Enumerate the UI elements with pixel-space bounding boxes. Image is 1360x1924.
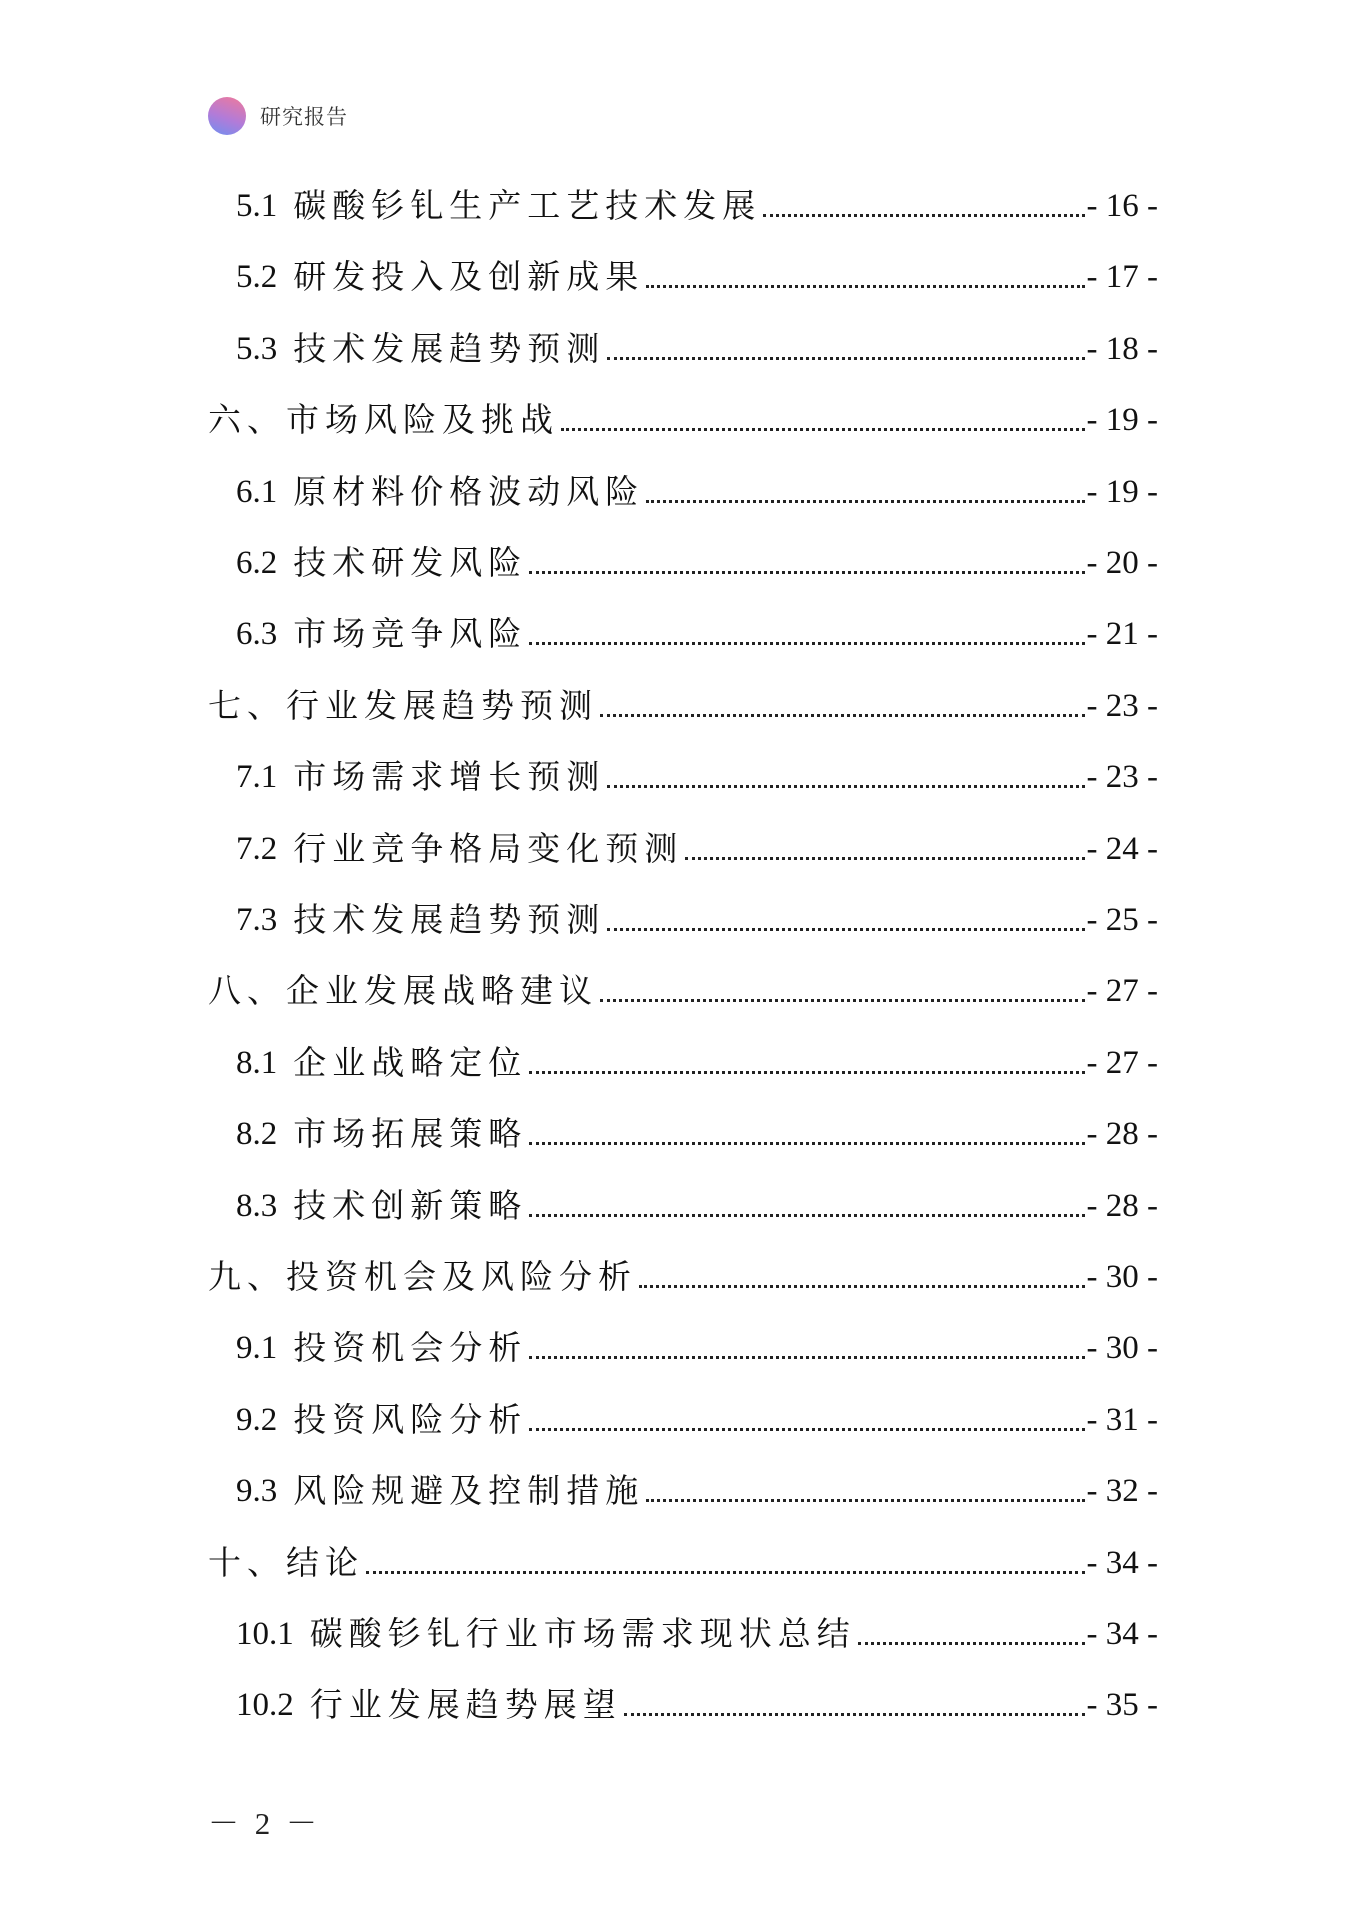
toc-section-number: 5.1 [236,188,278,224]
toc-dot-leader [529,1071,1084,1074]
toc-entry-title: 行业竞争格局变化预测 [293,829,684,868]
toc-dot-leader [607,928,1084,931]
toc-dot-leader [646,500,1084,503]
toc-page-number: - 34 - [1086,1545,1158,1581]
toc-page-number: - 35 - [1086,1687,1158,1723]
toc-entry-title: 八、企业发展战略建议 [208,971,598,1010]
toc-section-row[interactable] [236,1033,1158,1083]
toc-entry-title: 碳酸钐钆行业市场需求现状总结 [309,1614,856,1653]
toc-dot-leader [529,1356,1084,1359]
toc-entry-title: 七、行业发展趋势预测 [208,686,598,725]
toc-page-number: - 23 - [1086,688,1158,724]
toc-entry-title: 市场竞争风险 [293,614,528,653]
toc-page-number: - 19 - [1086,474,1158,510]
toc-section-row[interactable] [236,1390,1158,1440]
toc-page-number: - 20 - [1086,545,1158,581]
toc-entry-title: 行业发展趋势展望 [309,1685,622,1724]
toc-dot-leader [366,1571,1085,1574]
toc-page-number: - 23 - [1086,759,1158,795]
toc-section-row[interactable] [236,1104,1158,1154]
toc-chapter-row[interactable] [208,390,1158,440]
toc-entry-title: 六、市场风险及挑战 [208,400,559,439]
toc-entry-title: 技术研发风险 [293,543,528,582]
page-header [208,96,348,136]
toc-section-row[interactable] [236,747,1158,797]
toc-dot-leader [624,1713,1085,1716]
toc-section-row[interactable] [236,1604,1158,1654]
toc-section-number: 6.2 [236,545,278,581]
toc-dot-leader [858,1642,1085,1645]
toc-entry-title: 研发投入及创新成果 [293,257,645,296]
toc-dot-leader [600,714,1085,717]
toc-page-number: - 28 - [1086,1188,1158,1224]
toc-section-row[interactable] [236,1675,1158,1725]
toc-page-number: - 32 - [1086,1473,1158,1509]
toc-chapter-row[interactable] [208,1533,1158,1583]
toc-section-row[interactable] [236,176,1158,226]
toc-section-number: 5.2 [236,259,278,295]
toc-page-number: - 21 - [1086,616,1158,652]
toc-section-number: 9.2 [236,1402,278,1438]
toc-dot-leader [639,1285,1085,1288]
toc-entry-title: 技术发展趋势预测 [293,900,606,939]
toc-page-number: - 30 - [1086,1259,1158,1295]
toc-section-number: 7.1 [236,759,278,795]
toc-section-row[interactable] [236,1176,1158,1226]
header-title: 研究报告 [260,105,348,129]
toc-section-number: 7.3 [236,902,278,938]
toc-dot-leader [600,999,1085,1002]
toc-dot-leader [646,1499,1084,1502]
toc-entry-title: 原材料价格波动风险 [293,472,645,511]
toc-dot-leader [529,1142,1084,1145]
toc-section-row[interactable] [236,247,1158,297]
toc-entry-title: 投资机会分析 [293,1328,528,1367]
toc-entry-title: 市场拓展策略 [293,1114,528,1153]
toc-dot-leader [646,285,1084,288]
toc-dot-leader [607,785,1084,788]
toc-section-number: 6.3 [236,616,278,652]
toc-section-number: 9.3 [236,1473,278,1509]
toc-section-row[interactable] [236,890,1158,940]
toc-dot-leader [607,357,1084,360]
toc-dot-leader [529,642,1084,645]
toc-section-row[interactable] [236,1318,1158,1368]
toc-page-number: - 27 - [1086,973,1158,1009]
toc-entry-title: 十、结论 [208,1543,364,1582]
toc-dot-leader [529,571,1084,574]
toc-section-number: 5.3 [236,331,278,367]
toc-section-number: 8.3 [236,1188,278,1224]
toc-page-number: - 19 - [1086,402,1158,438]
toc-chapter-row[interactable] [208,676,1158,726]
toc-dot-leader [685,857,1084,860]
toc-section-number: 8.2 [236,1116,278,1152]
toc-section-number: 10.1 [236,1616,294,1652]
toc-section-row[interactable] [236,319,1158,369]
toc-chapter-row[interactable] [208,1247,1158,1297]
toc-section-row[interactable] [236,1461,1158,1511]
toc-section-row[interactable] [236,462,1158,512]
toc-page-number: - 28 - [1086,1116,1158,1152]
toc-page-number: - 24 - [1086,831,1158,867]
toc-page-number: - 16 - [1086,188,1158,224]
toc-page-number: - 18 - [1086,331,1158,367]
toc-dot-leader [529,1214,1084,1217]
toc-section-number: 10.2 [236,1687,294,1723]
toc-entry-title: 风险规避及控制措施 [293,1471,645,1510]
toc-page-number: - 34 - [1086,1616,1158,1652]
toc-entry-title: 九、投资机会及风险分析 [208,1257,637,1296]
toc-section-number: 6.1 [236,474,278,510]
toc-section-number: 9.1 [236,1330,278,1366]
toc-section-row[interactable] [236,819,1158,869]
toc-entry-title: 企业战略定位 [293,1043,528,1082]
toc-page-number: - 17 - [1086,259,1158,295]
toc-section-row[interactable] [236,533,1158,583]
toc-chapter-row[interactable] [208,961,1158,1011]
toc-entry-title: 投资风险分析 [293,1400,528,1439]
gradient-circle-logo-icon [208,97,246,135]
toc-section-row[interactable] [236,604,1158,654]
toc-entry-title: 市场需求增长预测 [293,757,606,796]
toc-section-number: 7.2 [236,831,278,867]
toc-page-number: - 27 - [1086,1045,1158,1081]
toc-entry-title: 碳酸钐钆生产工艺技术发展 [293,186,762,225]
toc-page-number: - 31 - [1086,1402,1158,1438]
toc-page-number: - 30 - [1086,1330,1158,1366]
page-number: － 2 － [208,1806,321,1841]
toc-section-number: 8.1 [236,1045,278,1081]
toc-page-number: - 25 - [1086,902,1158,938]
toc-dot-leader [561,428,1085,431]
toc-entry-title: 技术发展趋势预测 [293,329,606,368]
toc-dot-leader [529,1428,1084,1431]
toc-dot-leader [763,214,1084,217]
toc-entry-title: 技术创新策略 [293,1186,528,1225]
